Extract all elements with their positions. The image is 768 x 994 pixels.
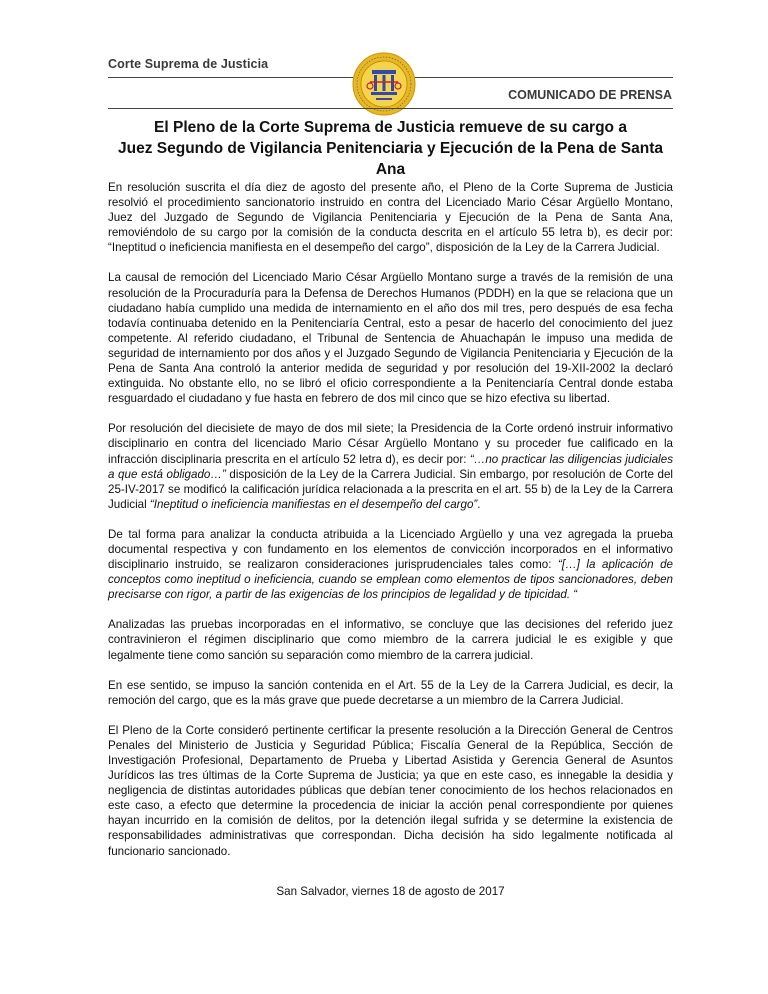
- paragraph-3-quote-2: “Ineptitud o ineficiencia manifiestas en el desempeño del cargo”: [149, 497, 478, 511]
- paragraph-3-text-c: .: [477, 497, 481, 511]
- paragraph-1: En resolución suscrita el día diez de agosto del presente año, el Pleno de la Corte Suprema de Justicia resolvió el procedimiento sancionatorio instruido en contra del Licenciado Mario César Argüello Montano, Juez del Juzgado de Segundo de Vigilancia Penitenciaria y Ejecución de la Pena de Santa Ana, removiéndolo de su cargo por la comisión de la conducta descrita en el artículo 55 letra b), es decir por: “Ineptitud o ineficiencia manifiesta en el desempeño del cargo”, disposición de la Ley de la Carrera Judicial.: [108, 181, 673, 255]
- document-title: [108, 117, 673, 180]
- paragraph-3-text-a: Por resolución del diecisiete de mayo de dos mil siete; la Presidencia de la Corte ordenó instruir informativo disciplinario en contra del licenciado Mario César Argüello Montano y su proceder fue calificado en la infracción disciplinaria prescrita en el artículo 52 letra d), es decir por:: [108, 422, 673, 466]
- document-body: [108, 180, 673, 874]
- paragraph-4-quote: “[…] la aplicación de conceptos como ineptitud o ineficiencia, cuando se emplean como elementos de tipos sancionadores, deben precisarse con rigor, a partir de las exigencias de los principios de legalidad y de tipicidad. “: [108, 558, 673, 602]
- paragraph-6: En ese sentido, se impuso la sanción contenida en el Art. 55 de la Ley de la Carrera Judicial, es decir, la remoción del cargo, que es la más grave que puede decretarse a un miembro de la Carrera Judicial.: [108, 678, 673, 707]
- paragraph-4: [108, 527, 673, 602]
- paragraph-3: [108, 421, 673, 512]
- paragraph-7: El Pleno de la Corte consideró pertinente certificar la presente resolución a la Dirección General de Centros Penales del Ministerio de Justicia y Seguridad Pública; Fiscalía General de la República, Sección de Investigación Profesional, Departamento de Prueba y Libertad Asistida y Gerencia General de Asuntos Jurídicos las tres últimas de la Corte Suprema de Justicia; ya que en este caso, es innegable la desidia y negligencia de distintas autoridades públicas que debían tener conocimiento de los hechos relacionados en este caso, a efecto que determine la procedencia de iniciar la acción penal correspondiente por quienes hayan incurrido en la comisión de delitos, por la detención ilegal sufrida y se determine la existencia de responsabilidades administrativas que correspondan. Dicha decisión ha sido legalmente notificada al funcionario sancionado.: [108, 723, 673, 858]
- header-rule-right: [415, 77, 673, 78]
- title-line-1: El Pleno de la Corte Suprema de Justicia remueve de su cargo a: [154, 119, 627, 136]
- page-header: [0, 0, 768, 112]
- header-rule-left: [108, 77, 353, 78]
- header-rule-bottom: [108, 108, 673, 109]
- paragraph-3-text-b: disposición de la Ley de la Carrera Judicial. Sin embargo, por resolución de Corte del 25-IV-2017 se modificó la calificación jurídica relacionada a la prescrita en el art. 55 b) de la Ley de la Carrera Judicial: [108, 467, 673, 511]
- paragraph-2: La causal de remoción del Licenciado Mario César Argüello Montano surge a través de la remisión de una resolución de la Procuraduría para la Defensa de Derechos Humanos (PDDH) en la que se relaciona que un ciudadano había cumplido una medida de internamiento en el año dos mil tres, pero después de esa fecha todavía continuaba detenido en la Penitenciaría Central, esto a pesar de hacerlo del conocimiento del juez competente. Al referido ciudadano, el Tribunal de Sentencia de Ahuachapán le impuso una medida de seguridad de internamiento por dos años y el Juzgado Segundo de Vigilancia Penitenciaria y Ejecución de la Pena de Santa Ana controló la anterior medida de seguridad y por resolución del 19-XII-2002 la declaró extinguida. No obstante ello, no se libró el oficio correspondiente a la Penitenciaría Central donde estaba resguardado el ciudadano y fue hasta en febrero de dos mil cinco que se hizo efectiva su libertad.: [108, 271, 673, 406]
- title-line-2: Juez Segundo de Vigilancia Penitenciaria y Ejecución de la Pena de Santa Ana: [118, 140, 663, 178]
- paragraph-5: Analizadas las pruebas incorporadas en el informativo, se concluye que las decisiones del referido juez contravinieron el régimen disciplinario que como miembro de la carrera judicial le es exigible y que legalmente tiene como sanción su separación como miembro de la carrera judicial.: [108, 618, 673, 662]
- place-and-date: San Salvador, viernes 18 de agosto de 2017: [276, 885, 505, 898]
- organization-name: Corte Suprema de Justicia: [108, 57, 269, 71]
- paragraph-4-text-a: De tal forma para analizar la conducta atribuida a la Licenciado Argüello y una vez agregada la prueba documental respectiva y con fundamento en los elementos de convicción incorporados en el informativo disciplinario instruido, se realizaron consideraciones jurisprudenciales tales como:: [108, 527, 673, 572]
- court-seal-icon: [352, 52, 416, 116]
- paragraph-3-quote: “…no practicar las diligencias judiciales a que está obligado…”: [108, 452, 673, 481]
- press-release-label: COMUNICADO DE PRENSA: [508, 88, 672, 102]
